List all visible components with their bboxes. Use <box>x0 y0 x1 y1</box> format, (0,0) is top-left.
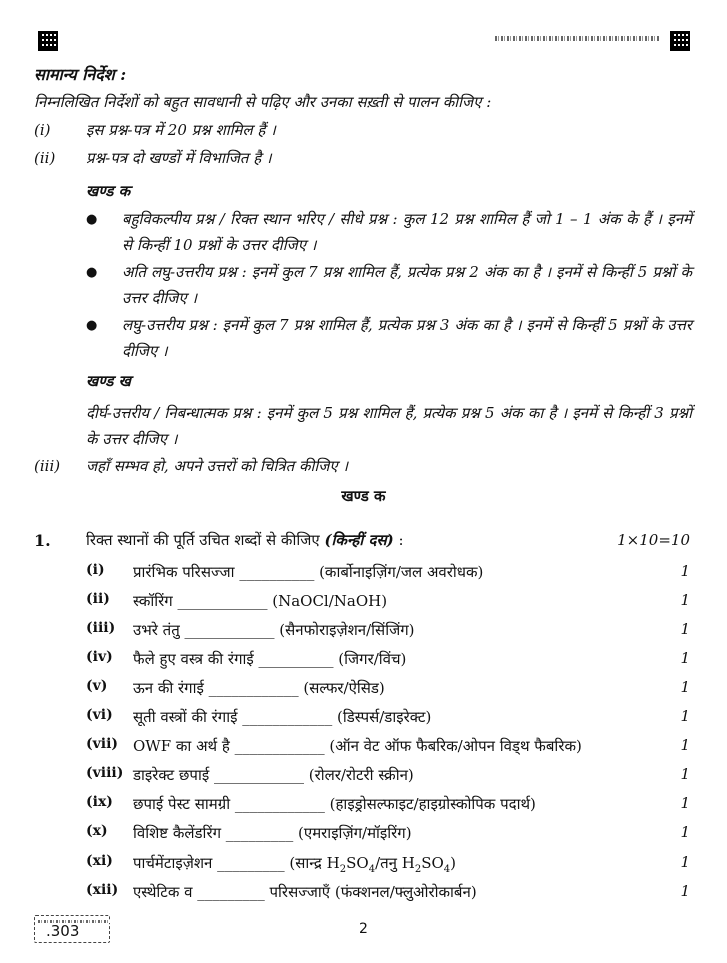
question-number: 1. <box>34 531 51 550</box>
question-text-end: : <box>393 531 404 549</box>
item-number: (xi) <box>86 853 113 869</box>
fill-in-item <box>86 620 690 642</box>
item-number: (vi) <box>86 707 113 723</box>
fill-in-item <box>86 562 690 584</box>
instruction-text: इस प्रश्न-पत्र में 20 प्रश्न शामिल हैं । <box>86 121 276 139</box>
section-a-bullet: अति लघु-उत्तरीय प्रश्न : इनमें कुल 7 प्रश्न शामिल हैं, प्रत्येक प्रश्न 2 अंक का है । इनमें से किन्हीं 5 प्रश्नों के उत्तर दीजिए । <box>122 263 692 307</box>
item-number: (vii) <box>86 736 119 752</box>
fill-in-item <box>86 882 690 904</box>
item-text: प्रारंभिक परिसज्जा __________ (कार्बोनाइज़िंग/जल अवरोधक) <box>133 563 484 581</box>
item-text: छपाई पेस्ट सामग्री ____________ (हाइड्रोसल्फाइट/हाइग्रोस्कोपिक पदार्थ) <box>133 795 536 813</box>
intro-text: निम्नलिखित निर्देशों को बहुत सावधानी से पढ़िए और उनका सख़्ती से पालन कीजिए : <box>34 93 492 111</box>
item-marks: 1 <box>680 562 690 580</box>
item-number: (i) <box>86 562 105 578</box>
fill-in-item <box>86 736 690 758</box>
question-text-main: रिक्त स्थानों की पूर्ति उचित शब्दों से कीजिए <box>86 531 320 549</box>
instruction-num: (iii) <box>34 457 61 475</box>
item-marks: 1 <box>680 649 690 667</box>
item-marks: 1 <box>680 707 690 725</box>
item-number: (xii) <box>86 882 119 898</box>
fill-in-item <box>86 794 690 816</box>
section-a-bullet: बहुविकल्पीय प्रश्न / रिक्त स्थान भरिए / सीधे प्रश्न : कुल 12 प्रश्न शामिल हैं जो 1 – 1 अंक के हैं । इनमें से किन्हीं 10 प्रश्नों के उत्तर दीजिए । <box>122 210 692 254</box>
item-number: (v) <box>86 678 108 694</box>
fill-in-item <box>86 853 690 875</box>
bullet-icon: ● <box>86 265 98 280</box>
item-number: (iii) <box>86 620 116 636</box>
instruction-text: प्रश्न-पत्र दो खण्डों में विभाजित है । <box>86 149 272 167</box>
item-number: (ii) <box>86 591 110 607</box>
item-text: उभरे तंतु ____________ (सैनफोराइज़ेशन/सिंजिंग) <box>133 621 415 639</box>
section-b-text: दीर्घ-उत्तरीय / निबन्धात्मक प्रश्न : इनमें कुल 5 प्रश्न शामिल हैं, प्रत्येक प्रश्न 5 अंक का है । इनमें से किन्हीं 3 प्रश्नों के उत्तर दीजिए । <box>86 404 692 448</box>
bullet-icon: ● <box>86 212 98 227</box>
question-marks: 1×10=10 <box>617 531 690 549</box>
section-a-title: खण्ड क <box>86 182 131 200</box>
paper-code: .303 <box>46 922 80 940</box>
item-text: OWF का अर्थ है ____________ (ऑन वेट ऑफ फैबरिक/ओपन विड्थ फैबरिक) <box>133 737 582 755</box>
section-b-title: खण्ड ख <box>86 372 131 390</box>
item-marks: 1 <box>680 765 690 783</box>
item-text: ऊन की रंगाई ____________ (सल्फर/ऐसिड) <box>133 679 385 697</box>
item-text: सूती वस्त्रों की रंगाई ____________ (डिस्पर्स/डाइरेक्ट) <box>133 708 432 726</box>
instruction-num: (i) <box>34 121 51 139</box>
item-marks: 1 <box>680 794 690 812</box>
qr-code-icon <box>38 31 58 51</box>
item-number: (ix) <box>86 794 113 810</box>
fill-in-item <box>86 765 690 787</box>
item-marks: 1 <box>680 591 690 609</box>
item-text: डाइरेक्ट छपाई ____________ (रोलर/रोटरी स्क्रीन) <box>133 766 414 784</box>
section-a-bullet: लघु-उत्तरीय प्रश्न : इनमें कुल 7 प्रश्न शामिल हैं, प्रत्येक प्रश्न 3 अंक का है । इनमें से किन्हीं 5 प्रश्नों के उत्तर दीजिए । <box>122 316 692 360</box>
item-marks: 1 <box>680 823 690 841</box>
part-heading: खण्ड क <box>341 487 386 505</box>
item-marks: 1 <box>680 678 690 696</box>
question-text <box>86 531 404 550</box>
page-title: सामान्य निर्देश : <box>34 65 127 84</box>
fill-in-item <box>86 591 690 613</box>
item-number: (viii) <box>86 765 124 781</box>
item-marks: 1 <box>680 882 690 900</box>
item-text: पार्चमेंटाइज़ेशन _________ (सान्द्र $H_2SO_4/तनु$ $H_2SO_4$) <box>133 854 457 875</box>
item-marks: 1 <box>680 736 690 754</box>
fill-in-item <box>86 678 690 700</box>
item-marks: 1 <box>680 853 690 871</box>
instruction-text: जहाँ सम्भव हो, अपने उत्तरों को चित्रित कीजिए । <box>86 457 349 475</box>
item-number: (x) <box>86 823 108 839</box>
bullet-icon: ● <box>86 318 98 333</box>
instruction-num: (ii) <box>34 149 56 167</box>
page-number: 2 <box>359 921 368 937</box>
item-text: फैले हुए वस्त्र की रंगाई __________ (जिगर/विंच) <box>133 650 407 668</box>
item-text: एस्थेटिक व _________ परिसज्जाएँ (फंक्शनल/फ्लुओरोकार्बन) <box>133 883 477 901</box>
question-text-emphasis: (किन्हीं दस) <box>324 531 394 549</box>
item-marks: 1 <box>680 620 690 638</box>
item-text: स्कॉरिंग ____________ (NaOCl/NaOH) <box>133 592 388 610</box>
item-number: (iv) <box>86 649 113 665</box>
item-text: विशिष्ट कैलेंडरिंग _________ (एमराइज़िंग/मॉइरिंग) <box>133 824 412 842</box>
qr-code-icon <box>670 31 690 51</box>
fill-in-item <box>86 823 690 845</box>
fill-in-item <box>86 707 690 729</box>
barcode-strip <box>495 36 660 41</box>
fill-in-item <box>86 649 690 671</box>
